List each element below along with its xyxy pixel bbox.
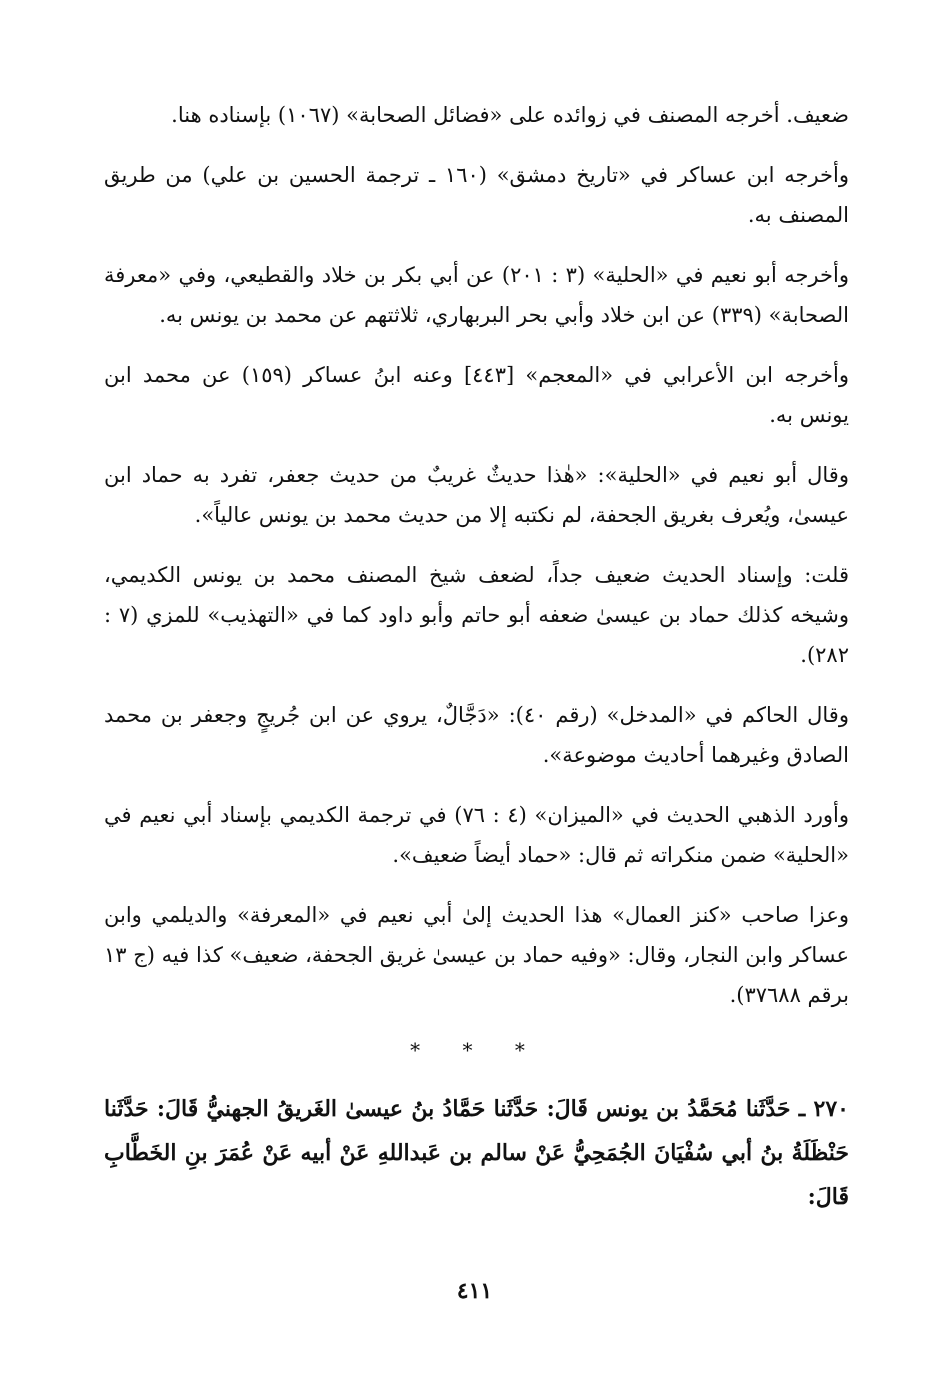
paragraph-4: وأخرجه ابن الأعرابي في «المعجم» [٤٤٣] وعنه ابنُ عساكر (١٥٩) عن محمد ابن يونس به.	[104, 363, 849, 427]
page-body	[104, 95, 849, 1219]
paragraph-9: وعزا صاحب «كنز العمال» هذا الحديث إلىٰ أبي نعيم في «المعرفة» والديلمي وابن عساكر وابن النجار، وقال: «وفيه حماد بن عيسىٰ غريق الجحفة، ضعيف» كذا فيه (ج ١٣ برقم ٣٧٦٨٨).	[104, 903, 849, 1007]
paragraph-5: وقال أبو نعيم في «الحلية»: «هٰذا حديثٌ غريبٌ من حديث جعفر، تفرد به حماد ابن عيسىٰ، ويُعرف بغريق الجحفة، لم نكتبه إلا من حديث محمد بن يونس عالياً».	[104, 463, 849, 527]
page-number: ٤١١	[456, 1278, 493, 1304]
paragraph-1: ضعيف. أخرجه المصنف في زوائده على «فضائل الصحابة» (١٠٦٧) بإسناده هنا.	[171, 103, 849, 127]
paragraph-8: وأورد الذهبي الحديث في «الميزان» (٤ : ٧٦) في ترجمة الكديمي بإسناد أبي نعيم في «الحلية» ضمن منكراته ثم قال: «حماد أيضاً ضعيف».	[104, 803, 849, 867]
paragraph-2: وأخرجه ابن عساكر في «تاريخ دمشق» (١٦٠ ـ ترجمة الحسين بن علي) من طريق المصنف به.	[104, 163, 849, 227]
paragraph-3: وأخرجه أبو نعيم في «الحلية» (٣ : ٢٠١) عن أبي بكر بن خلاد والقطيعي، وفي «معرفة الصحابة» (٣٣٩) عن ابن خلاد وأبي بحر البربهاري، ثلاثتهم عن محمد بن يونس به.	[104, 263, 849, 327]
hadith-270: ٢٧٠ ـ حَدَّثَنا مُحَمَّدُ بن يونس قَالَ: حَدَّثَنا حَمَّادُ بنُ عيسىٰ الغَريقُ الجهنيُّ قَالَ: حَدَّثَنا حَنْظَلَةُ بنُ أبي سُفْيَانَ الجُمَحِيُّ عَنْ سالم بن عَبداللهِ عَنْ أبيه عَنْ عُمَرَ بنِ الخَطَّابِ قَالَ:	[104, 1096, 849, 1210]
paragraph-6: قلت: وإسناد الحديث ضعيف جداً، لضعف شيخ المصنف محمد بن يونس الكديمي، وشيخه كذلك حماد بن عيسىٰ ضعفه أبو حاتم وأبو داود كما في «التهذيب» للمزي (٧ : ٢٨٢).	[104, 563, 849, 667]
section-separator: * * *	[410, 1038, 543, 1062]
paragraph-7: وقال الحاكم في «المدخل» (رقم ٤٠): «دَجَّالٌ، يروي عن ابن جُريجٍ وجعفر بن محمد الصادق وغيرهما أحاديث موضوعة».	[104, 703, 849, 767]
